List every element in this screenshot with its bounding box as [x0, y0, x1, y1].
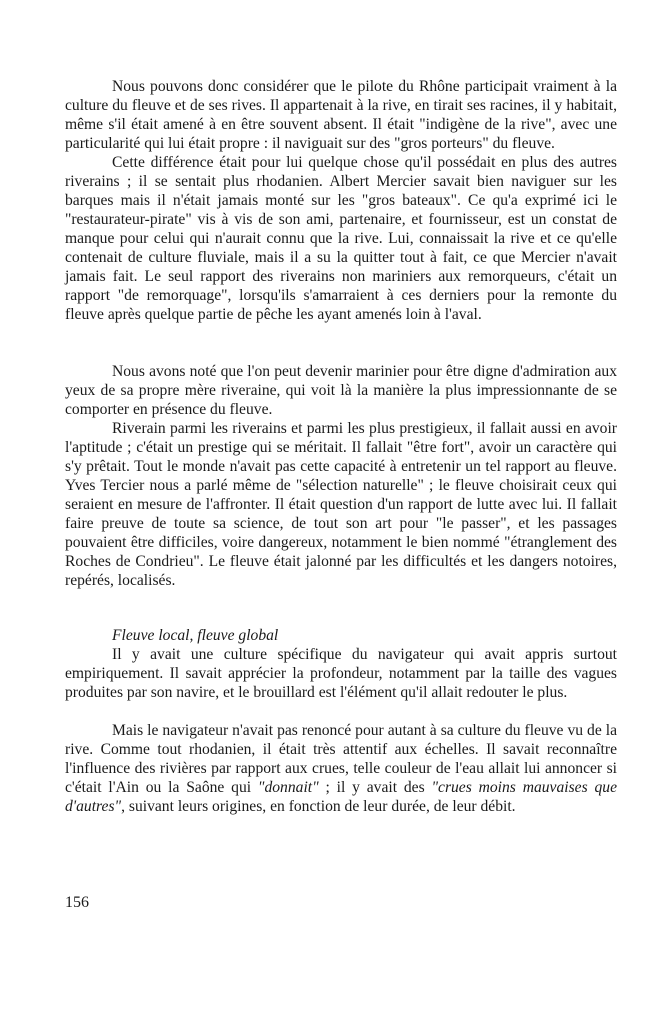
section-heading: Fleuve local, fleuve global: [112, 627, 279, 644]
paragraph-spacer: [65, 324, 617, 362]
paragraph-riverain: Riverain parmi les riverains et parmi les plus prestigieux, il fallait aussi en avoir l'aptitude ; c'était un prestige qui se méritait. Il fallait "être fort", avoir un caractère qui s'y prêtait. Tout le monde n'avait pas cette capacité à entretenir un tel rapport au fleuve. Yves Tercier nous a parlé même de "sélection naturelle" ; le fleuve choisirait ceux qui seraient en mesure de l'affronter. Il était question d'un rapport de lutte avec lui. Il fallait faire preuve de toute sa science, de tout son art pour "le passer", et les passages pouvaient être difficiles, voire dangereux, notamment le bien nommé "étranglement des Roches de Condrieu". Le fleuve était jalonné par les difficultés et les dangers notoires, repérés, localisés.: [65, 420, 617, 589]
paragraph-echelles: [65, 721, 617, 816]
page-body: [65, 77, 617, 816]
text-run: ; il y avait des: [318, 779, 432, 796]
paragraph-pilote: Nous pouvons donc considérer que le pilote du Rhône participait vraiment à la culture du fleuve et de ses rives. Il appartenait à la rive, en tirait ses racines, il y habitait, même s'il était amené à en être souvent absent. Il était "indigène de la rive", avec une particularité qui lui était propre : il naviguait sur des "gros porteurs" du fleuve.: [65, 78, 617, 152]
text-run: Mais le navigateur n'avait pas renoncé pour autant à sa culture du fleuve vu de la rive. Comme tout rhodanien, il était très attentif aux échelles. Il savait reconnaître l'influence des rivières par rapport aux crues, telle couleur de l'eau allait lui annoncer si c'était l'Ain ou la Saône qui: [65, 722, 617, 796]
paragraph-spacer: [65, 702, 617, 721]
paragraph-marinier: Nous avons noté que l'on peut devenir marinier pour être digne d'admiration aux yeux de sa propre mère riveraine, qui voit là la manière la plus impressionnante de se comporter en présence du fleuve.: [65, 363, 617, 418]
text-run: , suivant leurs origines, en fonction de leur durée, de leur débit.: [121, 798, 516, 815]
paragraph-difference: Cette différence était pour lui quelque chose qu'il possédait en plus des autres riverains ; il se sentait plus rhodanien. Albert Mercier savait bien naviguer sur les barques mais il n'était jamais monté sur les "gros bateaux". Ce qu'a exprimé ici le "restaurateur-pirate" vis à vis de son ami, partenaire, et fournisseur, est un constat de manque pour celui qui n'aurait connu que la rive. Lui, connaissait la rive et ce qu'elle contenait de culture fluviale, mais il a su la quitter tout à fait, ce que Mercier n'avait jamais fait. Le seul rapport des riverains non mariniers aux remorqueurs, c'était un rapport "de remorquage", lorsqu'ils s'amarraient à ces derniers pour la remonte du fleuve après quelque partie de pêche les ayant amenés loin à l'aval.: [65, 154, 617, 323]
paragraph-culture-navigateur: Il y avait une culture spécifique du navigateur qui avait appris surtout empiriquement. Il savait apprécier la profondeur, notamment par la taille des vagues produites par son navire, et le brouillard est l'élément qu'il allait redouter le plus.: [65, 646, 617, 701]
quote-italic: "donnait": [257, 779, 319, 796]
quote-italic: "crues moins mauvaises que d'autres": [65, 779, 617, 815]
page-number: 156: [65, 894, 89, 911]
section-spacer: [65, 590, 617, 626]
